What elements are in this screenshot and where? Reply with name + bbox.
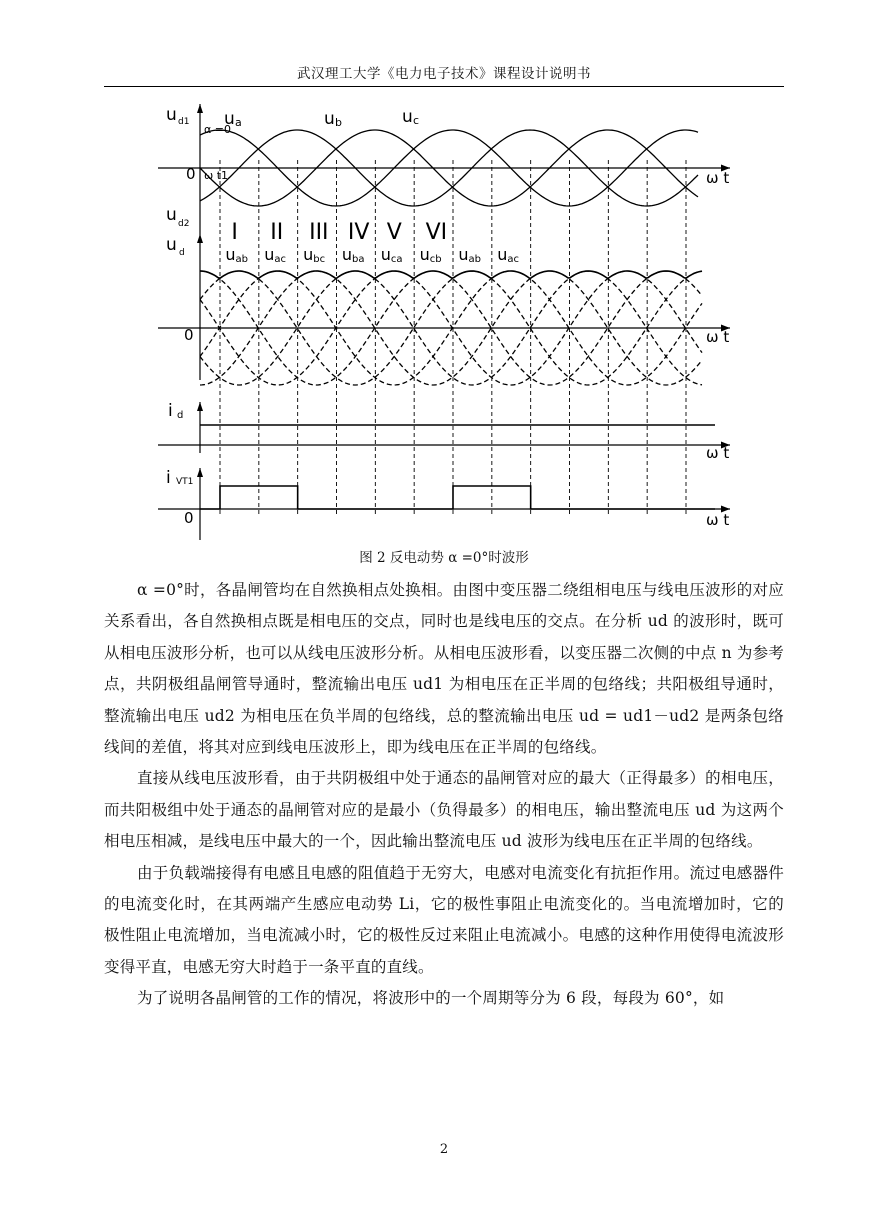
zero-label-1: 0 bbox=[186, 165, 196, 183]
line-voltage-label-1: uac bbox=[264, 245, 287, 265]
uc-sub: c bbox=[413, 114, 420, 127]
ud2-label: u bbox=[166, 205, 177, 225]
body-text bbox=[104, 575, 784, 1015]
paragraph-3: 由于负载端接得有电感且电感的阻值趋于无穷大，电感对电流变化有抗拒作用。流过电感器件的电流变化时，在其两端产生感应电动势 Li，它的极性事阻止电流变化的。当电流增加时，它的极性阻止电流增加，当电流减小时，它的极性反过来阻止电流减小。电感的这种作用使得电流波形变得平直，电感无穷大时趋于一条平直的直线。 bbox=[104, 863, 784, 976]
segment-label-3: III bbox=[309, 220, 329, 245]
id-label: i bbox=[168, 401, 173, 421]
page-number: 2 bbox=[439, 1142, 449, 1157]
wt-axis-3-label: ω t bbox=[706, 444, 730, 462]
page-header: 武汉理工大学《电力电子技术》课程设计说明书 bbox=[297, 66, 591, 82]
segment-label-2: II bbox=[270, 220, 284, 245]
wt1-label: ω t1 bbox=[204, 169, 229, 182]
ivt1-label: i bbox=[166, 468, 171, 488]
ub-label: u bbox=[324, 109, 335, 129]
wt-axis-4-label: ω t bbox=[706, 511, 730, 529]
line-voltage-label-4: uca bbox=[380, 245, 403, 265]
zero-label-4: 0 bbox=[184, 509, 194, 527]
paragraph-2: 直接从线电压波形看，由于共阴极组中处于通态的晶闸管对应的最大（正得最多）的相电压，而共阳极组中处于通态的晶闸管对应的是最小（负得最多）的相电压，输出整流电压 ud 为这两个相电压相减，是线电压中最大的一个，因此输出整流电压 ud 波形为线电压在正半周的包络线。 bbox=[104, 769, 784, 851]
axis-panel-4-y-arrow bbox=[197, 468, 203, 477]
ud-envelope bbox=[200, 271, 702, 279]
axis-panel-3-y-arrow bbox=[197, 402, 203, 411]
ud1-sub: d1 bbox=[178, 117, 190, 127]
segment-label-4: IV bbox=[347, 220, 370, 245]
axis-panel-2-y-arrow bbox=[197, 234, 203, 243]
uc-label: u bbox=[402, 107, 413, 127]
ud2-sub: d2 bbox=[178, 219, 190, 229]
wt-axis-2-label: ω t bbox=[706, 328, 730, 346]
segment-label-1: I bbox=[231, 220, 238, 245]
ua-label: u bbox=[224, 109, 235, 129]
line-voltage-label-6: uab bbox=[458, 245, 482, 265]
line-voltage-label-3: uba bbox=[341, 245, 365, 265]
wt-axis-1-label: ω t bbox=[706, 169, 730, 187]
paragraph-1: α =0°时，各晶闸管均在自然换相点处换相。由图中变压器二绕组相电压与线电压波形的对应关系看出，各自然换相点既是相电压的交点，同时也是线电压的交点。在分析 ud 的波形时，既可从相电压波形分析，也可以从线电压波形分析。从相电压波形看，以变压器二次侧的中点 n 为参考点，共阴极组晶闸管导通时，整流输出电压 ud1 为相电压在正半周的包络线；共阳极组导通时，整流输出电压 ud2 为相电压在负半周的包络线，总的整流输出电压 ud = ud1－ud2 是两条包络线间的差值，将其对应到线电压波形上，即为线电压在正半周的包络线。 bbox=[104, 581, 784, 757]
ivt1-sub: VT1 bbox=[176, 477, 194, 487]
segment-label-5: V bbox=[386, 220, 402, 245]
alpha0-label: α =0 bbox=[204, 123, 231, 136]
line-voltage-label-0: uab bbox=[225, 245, 249, 265]
ub-sub: b bbox=[335, 116, 342, 129]
paragraph-4: 为了说明各晶闸管的工作的情况，将波形中的一个周期等分为 6 段，每段为 60°，如 bbox=[137, 989, 725, 1008]
zero-label-2: 0 bbox=[184, 326, 194, 344]
line-voltage-label-7: uac bbox=[497, 245, 520, 265]
ua-sub: a bbox=[235, 116, 242, 129]
ud-label: u bbox=[166, 235, 177, 255]
id-sub: d bbox=[177, 410, 184, 421]
waveform-figure bbox=[150, 100, 750, 545]
line-voltage-label-2: ubc bbox=[303, 245, 326, 265]
ud-sub: d bbox=[179, 248, 185, 258]
ud1-label: u bbox=[166, 105, 177, 125]
figure-caption: 图 2 反电动势 α =0°时波形 bbox=[359, 550, 529, 566]
ivt1-pulses bbox=[200, 486, 715, 509]
line-voltage-label-5: ucb bbox=[419, 245, 442, 265]
segment-label-6: VI bbox=[425, 220, 448, 245]
header-rule bbox=[104, 86, 784, 87]
axis-panel-1-y-arrow bbox=[197, 104, 203, 113]
